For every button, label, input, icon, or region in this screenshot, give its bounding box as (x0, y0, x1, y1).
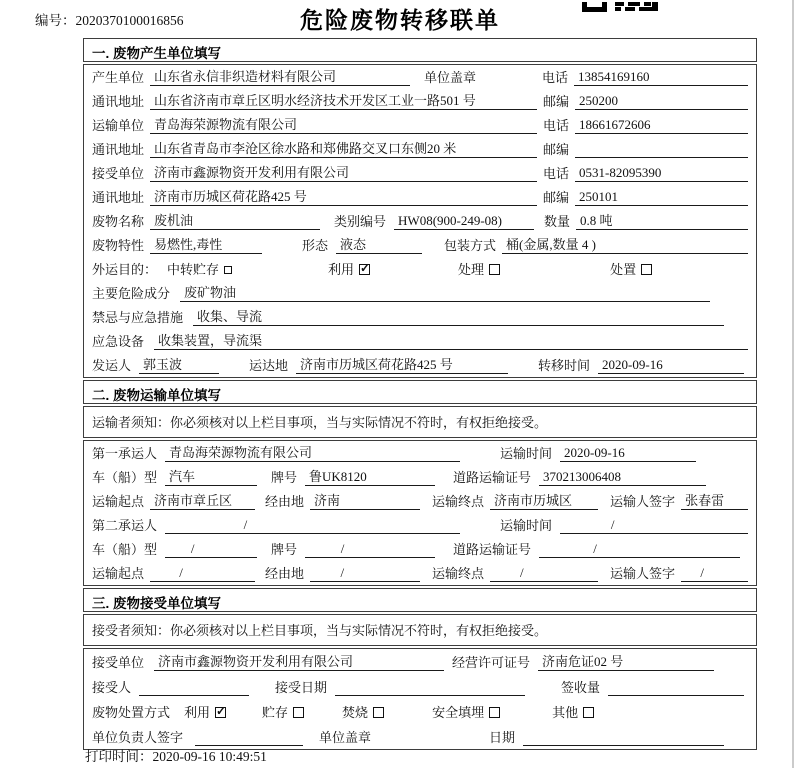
road-permit-value: / (539, 541, 740, 558)
character-value: 易燃性,毒性 (150, 234, 262, 254)
qr-code-fragment-icon (582, 0, 660, 16)
disposal-option (262, 702, 304, 721)
category-label: 类别编号 (334, 214, 387, 229)
accept-date-value (335, 679, 525, 696)
carrier2-row (84, 513, 756, 537)
carrier-signature-value: 张春雷 (681, 490, 748, 510)
unit-seal-label: 单位盖章 (319, 730, 372, 745)
phone-label: 电话 (542, 70, 569, 85)
taboo-row (84, 305, 756, 329)
address-value: 山东省青岛市李沧区徐水路和郑佛路交叉口东侧20 米 (150, 138, 537, 158)
date-value (523, 729, 724, 746)
origin-value: / (150, 565, 255, 582)
serial-label: 编号： (35, 13, 76, 28)
checkbox-icon (489, 707, 500, 718)
taboo-value: 收集、导流 (193, 306, 724, 326)
section3-header: 三. 废物接受单位填写 (83, 588, 757, 612)
checkbox-icon (359, 264, 370, 275)
received-amount-label: 签收量 (561, 680, 601, 695)
transport-time-value: 2020-09-16 (560, 445, 696, 462)
manifest-table (83, 38, 757, 750)
terminus-label: 运输终点 (432, 566, 485, 581)
transport-time-value: / (560, 517, 748, 534)
section3-notice: 接受者须知：你必须核对以上栏目事项，当与实际情况不符时，有权拒绝接受。 (83, 614, 757, 646)
hazard-value: 废矿物油 (180, 282, 710, 302)
address-label: 通讯地址 (92, 142, 145, 157)
quantity-value: 0.8 吨 (576, 210, 748, 230)
waste-name-value: 废机油 (150, 210, 320, 230)
checkbox-icon (224, 266, 232, 274)
road-permit-value: 370213006408 (539, 469, 706, 486)
taboo-label: 禁忌与应急措施 (92, 310, 184, 325)
vehicle1-row (84, 465, 756, 489)
equipment-row (84, 329, 756, 353)
unit-seal-label: 单位盖章 (424, 70, 477, 85)
checkbox-icon (373, 707, 384, 718)
print-time-label: 打印时间： (85, 749, 153, 764)
zip-value: 250101 (575, 189, 748, 206)
vehicle-type-label: 车（船）型 (92, 542, 158, 557)
phone-value: 0531-82095390 (575, 165, 748, 182)
section3-content (83, 648, 757, 750)
license-value: 济南危证02 号 (538, 651, 714, 671)
receiver-row (84, 161, 756, 185)
plate-value: 鲁UK8120 (305, 466, 435, 486)
carrier2-value: / (165, 517, 460, 534)
purpose-option-label: 处置 (610, 262, 637, 277)
shipper-value: 郭玉波 (139, 354, 219, 374)
form-value: 液态 (336, 234, 422, 254)
transport-time-label: 运输时间 (500, 518, 553, 533)
receiver-label: 接受单位 (92, 166, 145, 181)
terminus-value: / (490, 565, 598, 582)
accept-unit-value: 济南市鑫源物资开发利用有限公司 (154, 651, 444, 671)
shipper-label: 发运人 (92, 358, 132, 373)
quantity-label: 数量 (544, 214, 571, 229)
accept-unit-label: 接受单位 (92, 655, 145, 670)
disposal-label: 废物处置方式 (92, 705, 171, 720)
route1-row (84, 489, 756, 513)
checkbox-icon (293, 707, 304, 718)
accept-unit-row (84, 649, 756, 674)
checkbox-icon (641, 264, 652, 275)
vehicle-type-value: 汽车 (165, 466, 257, 486)
disposal-row (84, 699, 756, 724)
origin-label: 运输起点 (92, 494, 145, 509)
received-amount-value (608, 679, 744, 696)
accept-person-label: 接受人 (92, 680, 132, 695)
zip-value (575, 141, 748, 158)
plate-label: 牌号 (271, 470, 298, 485)
receiver-address-row (84, 185, 756, 209)
purpose-option (458, 259, 500, 278)
origin-label: 运输起点 (92, 566, 145, 581)
disposal-option (184, 702, 226, 721)
address-value: 山东省济南市章丘区明水经济技术开发区工业一路501 号 (150, 90, 537, 110)
vehicle2-row (84, 537, 756, 561)
shipper-row (84, 353, 756, 377)
equipment-label: 应急设备 (92, 334, 145, 349)
transporter-row (84, 113, 756, 137)
producer-address-row (84, 89, 756, 113)
section2-notice: 运输者须知：你必须核对以上栏目事项，当与实际情况不符时，有权拒绝接受。 (83, 406, 757, 438)
print-time-line (85, 745, 267, 765)
transporter-label: 运输单位 (92, 118, 145, 133)
disposal-option-label: 贮存 (262, 705, 289, 720)
phone-value: 13854169160 (574, 69, 748, 86)
vehicle-type-value: / (165, 541, 257, 558)
plate-label: 牌号 (271, 542, 298, 557)
carrier-signature-label: 运输人签字 (610, 494, 676, 509)
phone-value: 18661672606 (575, 117, 748, 134)
page-title: 危险废物转移联单 (300, 7, 500, 33)
producer-row (84, 65, 756, 89)
purpose-option (167, 259, 232, 278)
packing-label: 包装方式 (444, 238, 497, 253)
page-edge-line (792, 0, 794, 768)
waste-name-label: 废物名称 (92, 214, 145, 229)
route2-row (84, 561, 756, 585)
waste-character-row (84, 233, 756, 257)
disposal-option-label: 焚烧 (342, 705, 369, 720)
destination-label: 运达地 (249, 358, 289, 373)
producer-value: 山东省永信非织造材料有限公司 (150, 66, 410, 86)
disposal-option-label: 其他 (552, 705, 579, 720)
section2-header: 二. 废物运输单位填写 (83, 380, 757, 404)
purpose-option-label: 处理 (458, 262, 485, 277)
purpose-row (84, 257, 756, 281)
transporter-value: 青岛海荣源物流有限公司 (150, 114, 537, 134)
plate-value: / (305, 541, 435, 558)
origin-value: 济南市章丘区 (150, 490, 255, 510)
address-label: 通讯地址 (92, 190, 145, 205)
license-label: 经营许可证号 (452, 655, 531, 670)
hazard-label: 主要危险成分 (92, 286, 171, 301)
date-label: 日期 (489, 730, 516, 745)
zip-label: 邮编 (543, 142, 570, 157)
section1-content (83, 64, 757, 378)
phone-label: 电话 (543, 166, 570, 181)
form-label: 形态 (302, 238, 329, 253)
disposal-option (342, 702, 384, 721)
section1-header: 一. 废物产生单位填写 (83, 38, 757, 62)
carrier1-row (84, 441, 756, 465)
carrier-signature-label: 运输人签字 (610, 566, 676, 581)
zip-label: 邮编 (543, 94, 570, 109)
producer-label: 产生单位 (92, 70, 145, 85)
disposal-option (432, 702, 500, 721)
carrier1-label: 第一承运人 (92, 446, 158, 461)
head-signature-label: 单位负责人签字 (92, 730, 184, 745)
vehicle-type-label: 车（船）型 (92, 470, 158, 485)
via-label: 经由地 (265, 494, 305, 509)
phone-label: 电话 (543, 118, 570, 133)
road-permit-label: 道路运输证号 (453, 470, 532, 485)
accept-person-row (84, 674, 756, 699)
zip-label: 邮编 (543, 190, 570, 205)
equipment-value: 收集装置，导流渠 (154, 330, 748, 350)
purpose-option (610, 259, 652, 278)
terminus-label: 运输终点 (432, 494, 485, 509)
purpose-option-label: 中转贮存 (167, 262, 220, 277)
carrier-signature-value: / (681, 565, 748, 582)
print-time-value: 2020-09-16 10:49:51 (152, 749, 267, 764)
address-value: 济南市历城区荷花路425 号 (150, 186, 537, 206)
packing-value: 桶(金属,数量 4 ) (502, 234, 748, 254)
transfer-time-value: 2020-09-16 (598, 357, 744, 374)
head-signature-value (195, 729, 303, 746)
disposal-option-label: 利用 (184, 705, 211, 720)
road-permit-label: 道路运输证号 (453, 542, 532, 557)
via-value: / (310, 565, 420, 582)
carrier1-value: 青岛海荣源物流有限公司 (165, 442, 460, 462)
transporter-address-row (84, 137, 756, 161)
zip-value: 250200 (575, 93, 748, 110)
serial-value: 2020370100016856 (75, 13, 184, 28)
section2-content (83, 440, 757, 586)
purpose-option (328, 259, 370, 278)
checkbox-icon (583, 707, 594, 718)
category-value: HW08(900-249-08) (394, 213, 534, 230)
address-label: 通讯地址 (92, 94, 145, 109)
terminus-value: 济南市历城区 (490, 490, 598, 510)
purpose-option-label: 利用 (328, 262, 355, 277)
disposal-option (552, 702, 594, 721)
checkbox-icon (489, 264, 500, 275)
transport-time-label: 运输时间 (500, 446, 553, 461)
destination-value: 济南市历城区荷花路425 号 (296, 354, 508, 374)
via-label: 经由地 (265, 566, 305, 581)
character-label: 废物特性 (92, 238, 145, 253)
disposal-option-label: 安全填埋 (432, 705, 485, 720)
checkbox-icon (215, 707, 226, 718)
receiver-value: 济南市鑫源物资开发利用有限公司 (150, 162, 537, 182)
accept-date-label: 接受日期 (275, 680, 328, 695)
purpose-label: 外运目的： (92, 262, 158, 277)
hazard-row (84, 281, 756, 305)
document-header (0, 0, 796, 38)
via-value: 济南 (310, 490, 420, 510)
waste-name-row (84, 209, 756, 233)
transfer-time-label: 转移时间 (538, 358, 591, 373)
carrier2-label: 第二承运人 (92, 518, 158, 533)
accept-person-value (139, 679, 249, 696)
